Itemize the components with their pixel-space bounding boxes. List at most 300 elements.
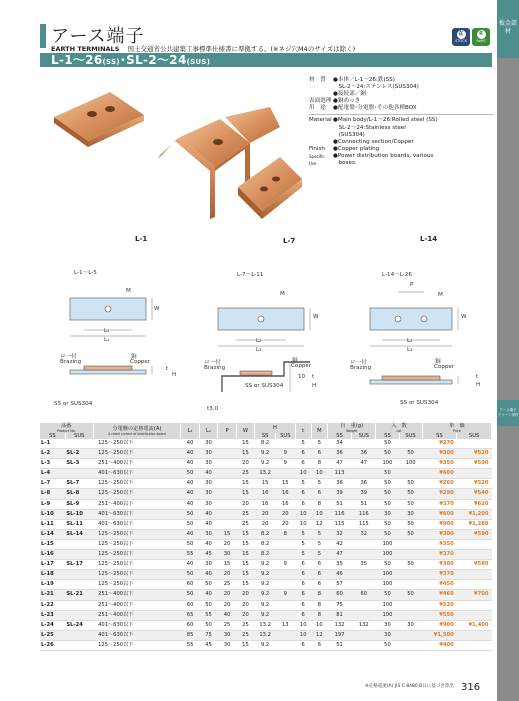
table-cell: L-16: [40, 550, 65, 560]
table-cell: 36: [352, 479, 376, 489]
table-row: [40, 550, 492, 560]
table-cell: SL-11: [65, 519, 93, 529]
table-cell: 47: [327, 550, 351, 560]
th-product-jp: 品番: [61, 423, 72, 429]
table-cell: SL-24: [65, 620, 93, 630]
table-cell: [276, 640, 296, 650]
table-cell: 30: [199, 479, 217, 489]
table-cell: 50: [181, 539, 199, 549]
table-cell: 30: [399, 620, 422, 630]
table-cell: 30: [218, 630, 236, 640]
table-cell: 113: [327, 469, 351, 479]
table-cell: 40: [218, 610, 236, 620]
table-cell: 60: [181, 580, 199, 590]
table-cell: 401〜630以下: [93, 630, 181, 640]
table-cell: 85: [181, 630, 199, 640]
copper-en-2: Copper: [291, 363, 312, 369]
table-cell: 9.2: [255, 590, 276, 600]
table-cell: L-17: [40, 560, 65, 570]
table-cell: 30: [199, 489, 217, 499]
table-cell: [276, 570, 296, 580]
table-cell: 5: [311, 539, 327, 549]
table-cell: 30: [199, 459, 217, 469]
table-cell: [352, 640, 376, 650]
spec-row: [309, 77, 494, 98]
table-cell: [457, 600, 492, 610]
table-cell: [399, 600, 422, 610]
table-cell: 81: [327, 610, 351, 620]
th-current-jp: 分電盤の定格電流(A): [112, 426, 162, 432]
table-cell: 20: [218, 539, 236, 549]
table-cell: 10: [311, 620, 327, 630]
table-cell: 6: [295, 570, 311, 580]
table-cell: SL-8: [65, 489, 93, 499]
table-cell: 16: [255, 489, 276, 499]
table-cell: 47: [352, 459, 376, 469]
table-cell: 6: [295, 610, 311, 620]
brazing-en-1: Brazing: [60, 359, 82, 365]
table-cell: 5: [295, 539, 311, 549]
table-cell: 55: [181, 550, 199, 560]
table-cell: [65, 640, 93, 650]
table-row: [40, 580, 492, 590]
table-cell: SL-7: [65, 479, 93, 489]
drawing-group-l14-l26: L-14〜L-26: [382, 272, 412, 278]
table-cell: [65, 630, 93, 640]
table-cell: 30: [218, 550, 236, 560]
photo-label-l14: L-14: [420, 235, 438, 243]
table-cell: 8.2: [255, 539, 276, 549]
table-cell: [218, 439, 236, 449]
dim-w-2: W: [313, 314, 319, 320]
th-w: W: [236, 423, 254, 439]
table-cell: ¥350: [422, 459, 457, 469]
copper-en-1: Copper: [130, 359, 151, 365]
table-cell: L-22: [40, 600, 65, 610]
table-cell: 125〜250以下: [93, 529, 181, 539]
table-cell: [399, 630, 422, 640]
table-cell: [276, 550, 296, 560]
th-p: P: [218, 423, 236, 439]
table-cell: ¥600: [422, 509, 457, 519]
table-cell: 9: [276, 459, 296, 469]
table-row: [40, 489, 492, 499]
th-l2: L₂: [199, 423, 217, 439]
table-cell: 6: [295, 590, 311, 600]
spec-key: 用 途: [309, 105, 326, 112]
table-row: [40, 459, 492, 469]
table-cell: 35: [352, 560, 376, 570]
table-cell: 6: [311, 560, 327, 570]
table-cell: ¥450: [422, 580, 457, 590]
table-cell: 51: [352, 499, 376, 509]
table-row: [40, 469, 492, 479]
table-cell: 13.2: [255, 630, 276, 640]
table-cell: 9.2: [255, 449, 276, 459]
spec-key: 表面処理: [309, 98, 332, 105]
table-cell: 30: [399, 509, 422, 519]
dim-l1-3: L₁: [407, 347, 413, 353]
table-cell: 9.2: [255, 640, 276, 650]
table-cell: [457, 610, 492, 620]
table-cell: 401〜630以下: [93, 519, 181, 529]
table-cell: 9.2: [255, 600, 276, 610]
table-cell: 40: [181, 439, 199, 449]
table-cell: [352, 439, 376, 449]
table-cell: ¥300: [422, 560, 457, 570]
table-cell: 5: [311, 479, 327, 489]
table-cell: [65, 550, 93, 560]
table-cell: 50: [199, 600, 217, 610]
table-cell: 100: [376, 580, 399, 590]
table-cell: 50: [181, 519, 199, 529]
spec-row: [309, 105, 494, 112]
table-cell: ¥460: [422, 590, 457, 600]
table-cell: ¥900: [422, 519, 457, 529]
table-cell: 50: [376, 449, 399, 459]
table-cell: 30: [376, 509, 399, 519]
rohs-badge-label: RoHS: [476, 39, 486, 43]
table-cell: [218, 459, 236, 469]
table-cell: 25: [236, 630, 254, 640]
table-cell: L-3: [40, 459, 65, 469]
table-cell: 401〜630以下: [93, 469, 181, 479]
table-cell: 100: [376, 459, 399, 469]
table-cell: ¥260: [422, 479, 457, 489]
table-cell: 9.2: [255, 610, 276, 620]
table-cell: 45: [199, 640, 217, 650]
table-cell: 25: [218, 620, 236, 630]
table-cell: 15: [236, 449, 254, 459]
table-cell: [276, 600, 296, 610]
table-cell: 16: [276, 489, 296, 499]
table-cell: 125〜250以下: [93, 449, 181, 459]
table-row: [40, 630, 492, 640]
stock-icon: 在: [458, 31, 464, 37]
spec-row: [309, 146, 494, 153]
table-cell: [399, 640, 422, 650]
dim-h-1: H: [172, 372, 177, 378]
table-cell: 32: [352, 529, 376, 539]
dim-l2-2: L₂: [256, 338, 262, 344]
table-cell: [218, 509, 236, 519]
model-ss-range: L-1〜26: [51, 53, 103, 67]
table-cell: 50: [399, 560, 422, 570]
table-cell: L-15: [40, 539, 65, 549]
table-cell: 20: [218, 600, 236, 610]
table-cell: 15: [218, 529, 236, 539]
table-cell: 50: [376, 499, 399, 509]
table-cell: 51: [327, 640, 351, 650]
table-cell: 115: [327, 519, 351, 529]
table-cell: 125〜250以下: [93, 640, 181, 650]
table-cell: 251〜400以下: [93, 610, 181, 620]
table-cell: 6: [295, 499, 311, 509]
table-cell: 100: [399, 459, 422, 469]
table-cell: [352, 550, 376, 560]
table-cell: 197: [327, 630, 351, 640]
table-cell: 35: [327, 560, 351, 570]
th-weight-jp: 自 重(g): [340, 423, 364, 429]
table-cell: 30: [218, 640, 236, 650]
table-cell: L-24: [40, 620, 65, 630]
th-price-jp: 単 価: [449, 423, 465, 429]
table-cell: 36: [327, 479, 351, 489]
dim-h-3: H: [476, 382, 481, 388]
table-cell: [399, 570, 422, 580]
table-cell: 15: [236, 539, 254, 549]
table-cell: [457, 469, 492, 479]
table-cell: 25: [236, 509, 254, 519]
model-sus-range: SL-2〜24: [126, 53, 187, 67]
dim-t3: t3.0: [207, 406, 219, 412]
table-cell: [352, 610, 376, 620]
dim-t-2: t: [312, 374, 315, 380]
table-cell: ¥300: [422, 449, 457, 459]
table-cell: ¥600: [422, 469, 457, 479]
table-cell: 50: [376, 439, 399, 449]
table-cell: 251〜400以下: [93, 600, 181, 610]
table-cell: 50: [376, 590, 399, 600]
table-cell: 50: [399, 499, 422, 509]
table-cell: [218, 519, 236, 529]
table-cell: ¥590: [457, 459, 492, 469]
table-cell: 20: [236, 600, 254, 610]
table-cell: ¥540: [457, 489, 492, 499]
table-cell: ¥590: [457, 529, 492, 539]
table-cell: 8: [311, 590, 327, 600]
th-ss: SS: [40, 433, 65, 439]
table-cell: 20: [218, 570, 236, 580]
dim-l2-1: L₂: [104, 328, 110, 334]
table-cell: 40: [181, 529, 199, 539]
spec-key: Specific Use: [309, 153, 325, 167]
brazing-en-3: Brazing: [350, 365, 372, 371]
table-cell: [457, 550, 492, 560]
table-cell: 25: [236, 519, 254, 529]
table-cell: 6: [311, 580, 327, 590]
table-cell: L-9: [40, 499, 65, 509]
technical-drawings: [40, 258, 492, 418]
table-header-row: [40, 423, 492, 433]
table-cell: 36: [352, 449, 376, 459]
table-cell: 75: [327, 600, 351, 610]
table-cell: 125〜250以下: [93, 570, 181, 580]
dim-m-3: M: [438, 292, 443, 298]
table-cell: 251〜400以下: [93, 590, 181, 600]
table-cell: 15: [236, 439, 254, 449]
table-cell: [457, 539, 492, 549]
copper-jp-1: 銅: [131, 354, 137, 360]
dim-t-1: t: [166, 366, 169, 372]
table-cell: 401〜630以下: [93, 509, 181, 519]
table-cell: 401〜630以下: [93, 620, 181, 630]
table-cell: 8.2: [255, 439, 276, 449]
table-cell: 10: [311, 469, 327, 479]
page-title: アース端子: [51, 26, 145, 47]
table-cell: 125〜250以下: [93, 479, 181, 489]
footnote: ※定格電流(A) JIS C 8480 B日に基づき算出: [365, 684, 454, 689]
table-cell: 125〜250以下: [93, 560, 181, 570]
table-cell: 20: [276, 519, 296, 529]
table-cell: 50: [376, 489, 399, 499]
table-cell: ¥270: [422, 439, 457, 449]
table-cell: 9: [276, 560, 296, 570]
table-cell: 100: [376, 600, 399, 610]
table-cell: 13.2: [255, 469, 276, 479]
table-cell: 50: [199, 580, 217, 590]
table-cell: ¥290: [422, 489, 457, 499]
table-cell: [276, 469, 296, 479]
table-cell: [399, 439, 422, 449]
table-cell: 125〜250以下: [93, 539, 181, 549]
table-cell: 50: [399, 479, 422, 489]
table-cell: 125〜250以下: [93, 439, 181, 449]
table-cell: 6: [311, 489, 327, 499]
table-cell: ¥520: [422, 600, 457, 610]
table-cell: 10: [295, 620, 311, 630]
rohs-badge: [472, 28, 490, 46]
table-cell: 15: [236, 580, 254, 590]
table-cell: 60: [181, 620, 199, 630]
th-product-en: Product No.: [57, 429, 76, 433]
table-cell: 40: [181, 479, 199, 489]
table-cell: L-14: [40, 529, 65, 539]
table-cell: 32: [327, 529, 351, 539]
side-tab: [497, 0, 519, 701]
table-cell: 55: [199, 610, 217, 620]
th-lot: [376, 423, 422, 433]
table-cell: 15: [218, 560, 236, 570]
table-cell: 40: [181, 489, 199, 499]
table-cell: 50: [399, 519, 422, 529]
table-cell: 40: [199, 509, 217, 519]
model-ss-tag: (SS): [102, 58, 120, 66]
table-cell: 20: [255, 519, 276, 529]
th-weight: [327, 423, 375, 433]
table-row: [40, 449, 492, 459]
table-cell: [352, 539, 376, 549]
table-cell: [218, 469, 236, 479]
table-cell: SL-2: [65, 449, 93, 459]
table-cell: L-2: [40, 449, 65, 459]
rohs-icon: R: [477, 30, 486, 39]
spec-value: ●Power distribution boards, various boxes.: [333, 152, 434, 167]
table-cell: 34: [327, 439, 351, 449]
table-cell: 47: [327, 459, 351, 469]
table-cell: 125〜250以下: [93, 580, 181, 590]
table-cell: 10: [311, 509, 327, 519]
table-cell: ¥300: [422, 529, 457, 539]
table-cell: 5: [295, 529, 311, 539]
table-cell: 40: [199, 570, 217, 580]
table-cell: [65, 580, 93, 590]
table-cell: 10: [295, 630, 311, 640]
table-cell: 50: [376, 640, 399, 650]
table-cell: 57: [327, 580, 351, 590]
table-cell: [276, 610, 296, 620]
th-price-ss: SS: [422, 433, 457, 439]
dim-l2-3: L₂: [407, 338, 413, 344]
th-h-ss: SS: [255, 433, 276, 439]
table-cell: 40: [199, 590, 217, 600]
table-cell: 39: [352, 489, 376, 499]
table-cell: L-18: [40, 570, 65, 580]
table-cell: [65, 600, 93, 610]
table-cell: L-8: [40, 489, 65, 499]
page-subtitle: [51, 44, 355, 53]
table-cell: 9: [276, 590, 296, 600]
table-cell: ¥1,280: [457, 519, 492, 529]
th-t: t: [295, 423, 311, 439]
dim-w-3: W: [461, 314, 467, 320]
th-lot-en: Lot: [396, 429, 402, 433]
photo-label-l1: L-1: [135, 235, 148, 243]
th-lot-jp: 入 数: [391, 423, 407, 429]
table-cell: ¥1,500: [422, 630, 457, 640]
table-cell: L-1: [40, 439, 65, 449]
material-specs: [309, 77, 494, 167]
table-cell: [276, 439, 296, 449]
table-cell: 125〜250以下: [93, 550, 181, 560]
subtitle-jp: 国土交通省公共建築工事標準仕様書に準拠する。(※ネジ穴M4のサイズは除く): [127, 45, 356, 53]
table-cell: 116: [327, 509, 351, 519]
table-cell: ¥1,200: [457, 509, 492, 519]
table-cell: 50: [199, 620, 217, 630]
table-cell: 251〜400以下: [93, 499, 181, 509]
table-cell: 9.2: [255, 560, 276, 570]
table-cell: ¥350: [422, 539, 457, 549]
table-cell: 15: [255, 479, 276, 489]
table-cell: L-25: [40, 630, 65, 640]
spec-key: Material: [309, 117, 332, 124]
table-row: [40, 519, 492, 529]
table-cell: 132: [352, 620, 376, 630]
table-cell: [276, 580, 296, 590]
table-cell: 40: [181, 560, 199, 570]
th-l1: L₁: [181, 423, 199, 439]
model-range-bar: [40, 53, 492, 67]
table-cell: [276, 539, 296, 549]
table-cell: 50: [399, 590, 422, 600]
table-cell: 65: [181, 610, 199, 620]
spec-value: ●Main body/L-1〜26:Rolled steel (SS) SL-2〜24:Stainless steel (SUS304) ●Connecting section/Copper: [333, 117, 438, 145]
th-lot-ss: SS: [376, 433, 399, 439]
model-sus-tag: (SUS): [186, 58, 211, 66]
table-cell: 15: [236, 560, 254, 570]
table-cell: [218, 479, 236, 489]
brazing-jp-2: ロ一付: [204, 360, 221, 366]
table-cell: 40: [199, 519, 217, 529]
table-row: [40, 640, 492, 650]
table-cell: [457, 630, 492, 640]
table-cell: L-4: [40, 469, 65, 479]
table-row: [40, 499, 492, 509]
table-cell: ¥370: [422, 570, 457, 580]
table-cell: 30: [199, 560, 217, 570]
table-cell: 25: [236, 469, 254, 479]
side-tab-category[interactable]: 板金部材: [497, 0, 519, 58]
table-cell: ¥520: [457, 479, 492, 489]
table-row: [40, 509, 492, 519]
table-cell: 50: [181, 570, 199, 580]
th-m: M: [311, 423, 327, 439]
title-accent-bar: [40, 24, 46, 48]
table-cell: 40: [181, 449, 199, 459]
side-tab-section[interactable]: アース端子 グリーン部材: [497, 400, 519, 426]
table-cell: [399, 469, 422, 479]
table-cell: 50: [181, 509, 199, 519]
